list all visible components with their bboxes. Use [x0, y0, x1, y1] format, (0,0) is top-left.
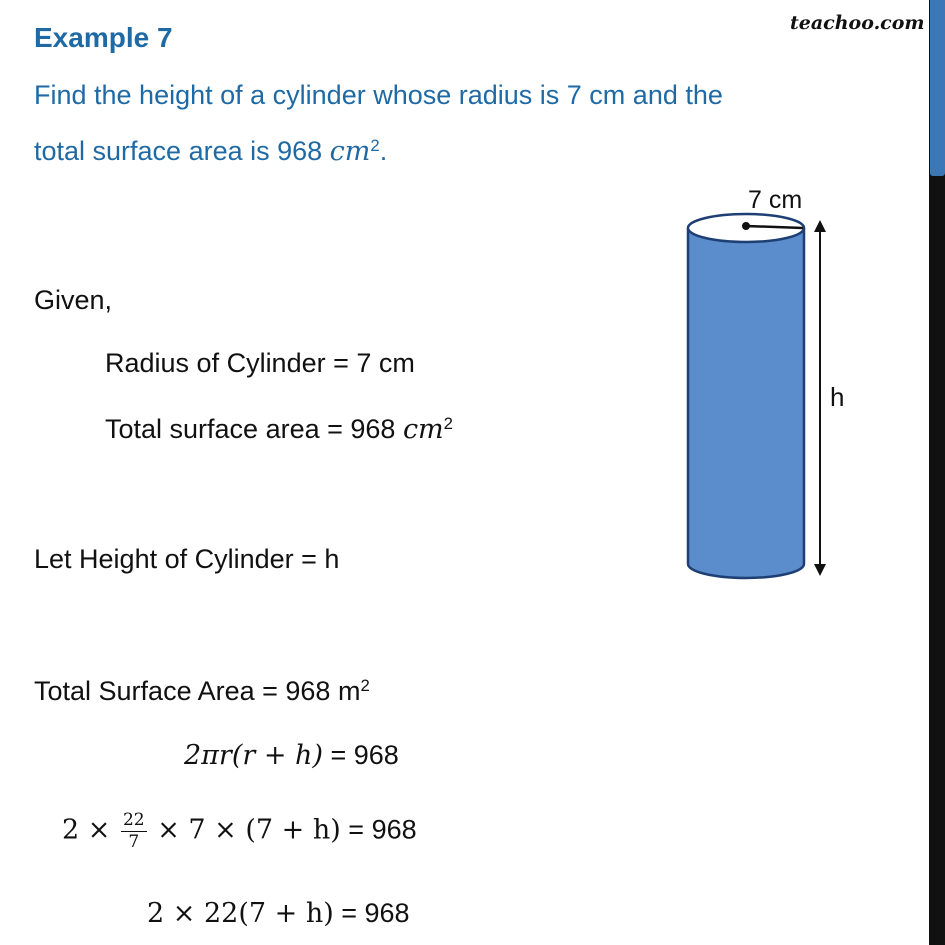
- cylinder-body: [688, 228, 804, 578]
- fraction-22-over-7: [121, 812, 147, 851]
- step-2-rhs: = 968: [340, 814, 417, 845]
- question-unit: cm: [329, 136, 371, 167]
- tsa-statement-text: Total Surface Area = 968 m: [34, 676, 361, 706]
- step-3-rhs: = 968: [333, 898, 410, 928]
- step-3-lhs: 2 × 22(7 + h): [147, 898, 334, 929]
- step-1-lhs: 2πr(r + h): [184, 740, 323, 771]
- question-line-2: [34, 136, 387, 167]
- fraction-numerator: 22: [122, 810, 145, 830]
- question-unit-exponent: 2: [370, 135, 380, 155]
- cylinder-diagram: [660, 180, 900, 600]
- fraction-denominator: 7: [128, 832, 140, 852]
- scrollbar-thumb[interactable]: [930, 0, 945, 176]
- tsa-statement: [34, 676, 370, 707]
- given-tsa-text: Total surface area = 968: [105, 414, 403, 444]
- step-1-equation: [184, 740, 399, 771]
- question-line-2-text: total surface area is 968: [34, 136, 330, 166]
- given-total-surface-area: [105, 414, 453, 445]
- question-line-1: Find the height of a cylinder whose radius is 7 cm and the: [34, 80, 723, 110]
- step-2-equation: [62, 812, 417, 851]
- given-tsa-unit: cm: [402, 414, 444, 445]
- height-arrow-top-head: [814, 220, 826, 232]
- teachoo-logo: teachoo.com: [790, 12, 925, 34]
- step-2-part-b: × 7 × (7 + h): [148, 814, 341, 846]
- step-3-equation: [147, 898, 410, 929]
- given-radius: Radius of Cylinder = 7 cm: [105, 348, 415, 378]
- given-tsa-exponent: 2: [443, 413, 453, 433]
- height-arrow-bottom-head: [814, 564, 826, 576]
- radius-label: 7 cm: [748, 186, 803, 214]
- let-height-statement: Let Height of Cylinder = h: [34, 544, 340, 574]
- height-label: h: [830, 382, 845, 412]
- given-label: Given,: [34, 285, 113, 315]
- example-heading: Example 7: [34, 22, 173, 53]
- question-period: .: [379, 136, 388, 166]
- tsa-statement-exponent: 2: [360, 675, 370, 695]
- step-1-rhs: = 968: [322, 740, 399, 770]
- step-2-part-a: 2 ×: [62, 814, 119, 846]
